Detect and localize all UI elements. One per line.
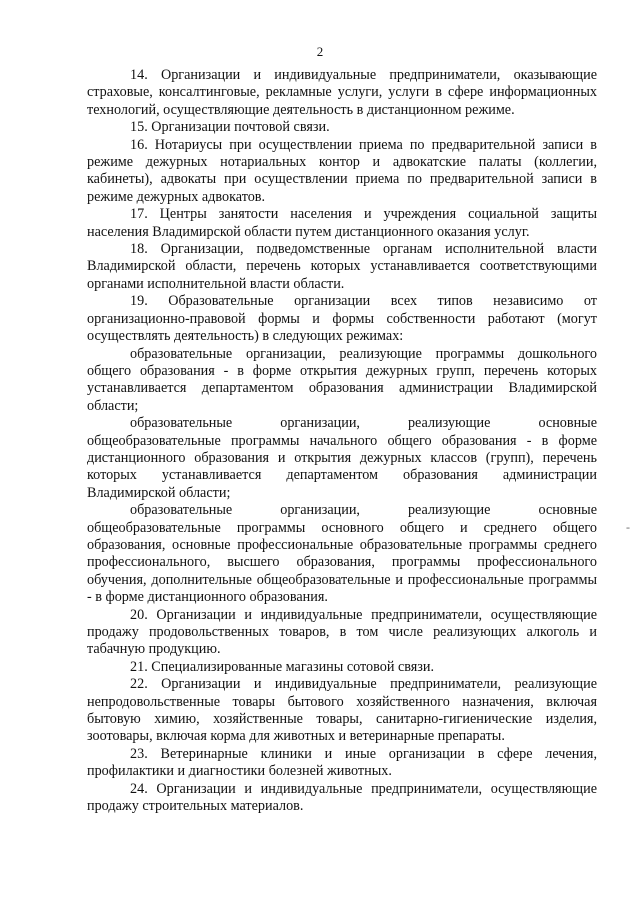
item-22: 22. Организации и индивидуальные предприниматели, реализующие непродовольственные товары бытового хозяйственного назначения, включая бытовую химию, хозяйственные товары, санитарно-гигиенические изделия, зоотовары, включая корма для животных и ветеринарные препараты. bbox=[87, 676, 597, 745]
page-number: 2 bbox=[316, 44, 324, 59]
item-19-primary: образовательные организации, реализующие основные общеобразовательные программы начального общего образования - в форме дистанционного образования и открытия дежурных классов (групп), перечень которых устанавливается департаментом образования администрации Владимирской области; bbox=[87, 415, 597, 501]
item-20: 20. Организации и индивидуальные предприниматели, осуществляющие продажу продовольственных товаров, в том числе реализующих алкоголь и табачную продукцию. bbox=[87, 606, 597, 658]
item-14: 14. Организации и индивидуальные предприниматели, оказывающие страховые, консалтинговые, рекламные услуги, услуги в сфере информационных технологий, осуществляющие деятельность в дистанционном режиме. bbox=[87, 67, 597, 118]
item-19: 19. Образовательные организации всех типов независимо от организационно-правовой формы и формы собственности работают (могут осуществлять деятельность) в следующих режимах: bbox=[87, 293, 597, 345]
item-19-preschool: образовательные организации, реализующие программы дошкольного общего образования - в форме открытия дежурных групп, перечень которых устанавливается департаментом образования администрации Владимирской области; bbox=[87, 345, 597, 414]
item-18: 18. Организации, подведомственные органам исполнительной власти Владимирской области, перечень которых устанавливается соответствующими органами исполнительной власти области. bbox=[87, 241, 597, 292]
item-15: 15. Организации почтовой связи. bbox=[130, 119, 330, 136]
item-16: 16. Нотариусы при осуществлении приема по предварительной записи в режиме дежурных нотариальных контор и адвокатские палаты (коллегии, кабинеты), адвокаты при осуществлении приема по предварительной записи в режиме дежурных адвокатов. bbox=[87, 136, 597, 205]
margin-mark: - bbox=[626, 520, 630, 534]
document-body bbox=[87, 67, 597, 815]
item-17: 17. Центры занятости населения и учреждения социальной защиты населения Владимирской области путем дистанционного оказания услуг. bbox=[87, 206, 597, 240]
item-21: 21. Специализированные магазины сотовой связи. bbox=[130, 658, 435, 675]
item-24: 24. Организации и индивидуальные предприниматели, осуществляющие продажу строительных материалов. bbox=[87, 780, 597, 815]
item-23: 23. Ветеринарные клиники и иные организации в сфере лечения, профилактики и диагностики болезней животных. bbox=[87, 745, 597, 780]
item-19-secondary: образовательные организации, реализующие основные общеобразовательные программы основного общего и среднего общего образования, основные профессиональные образовательные программы среднего профессионального, высшего образования, программы профессионального обучения, дополнительные общеобразовательные и профессиональные программы - в форме дистанционного образования. bbox=[87, 502, 597, 606]
